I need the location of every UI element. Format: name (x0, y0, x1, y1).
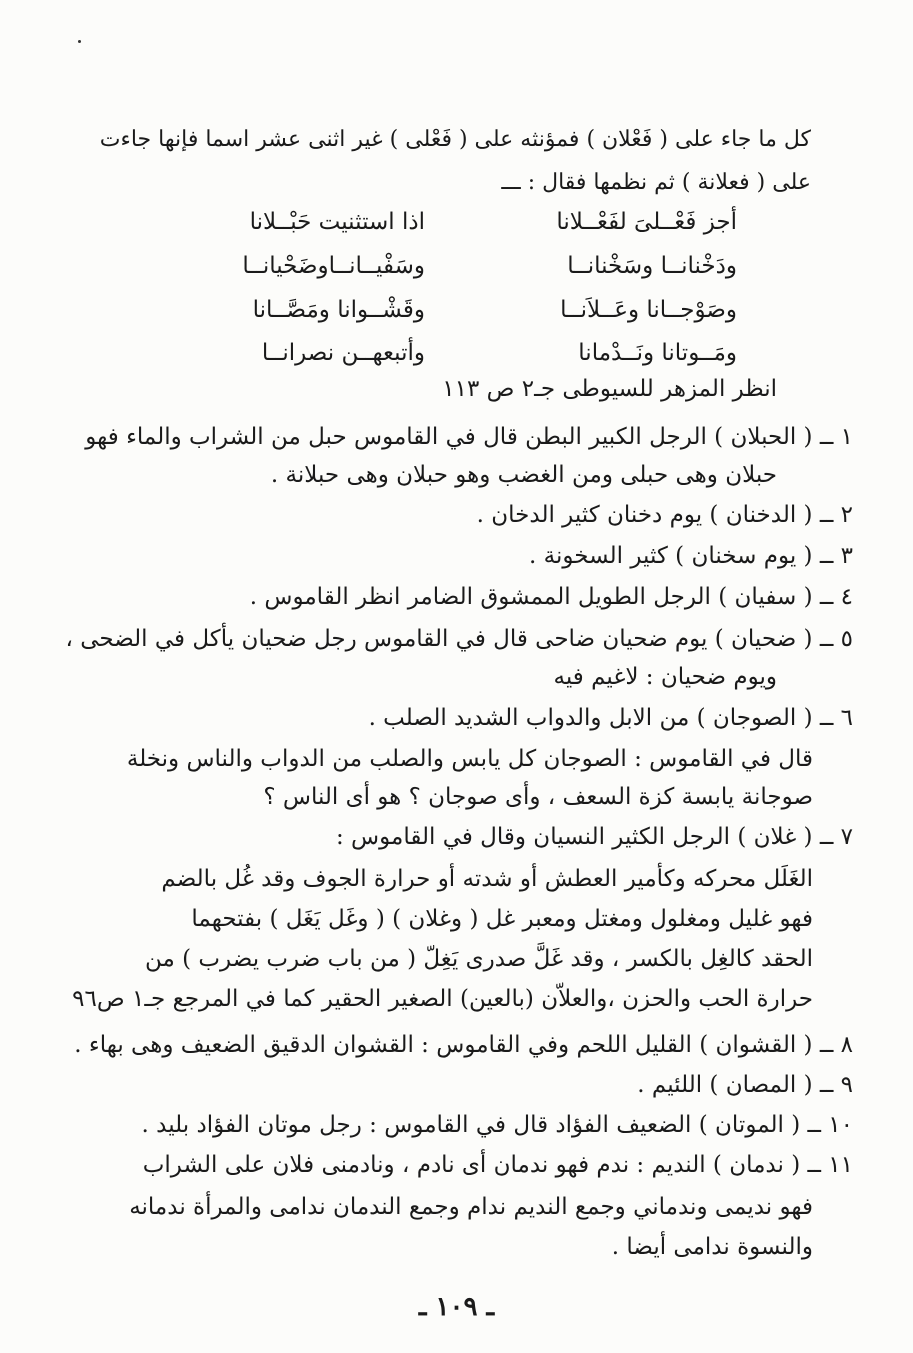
body-line-4: ٣ ــ ( يوم سخنان ) كثير السخونة . (529, 543, 853, 569)
body-line-12: الغَلَل محركه وكأمير العطش أو شدته أو حرارة الجوف وقد غُل بالضم (161, 866, 813, 892)
poem-verse-4-right: ومَــوتانا ونَــدْمانا (578, 340, 737, 366)
body-line-15: حرارة الحب والحزن ،والعلاّن (بالعين) الصغير الحقير كما في المرجع جـ١ ص٩٦ (72, 986, 813, 1012)
body-line-21: والنسوة ندامى أيضا . (611, 1234, 813, 1260)
body-line-9: قال في القاموس : الصوجان كل يابس والصلب من الدواب والناس ونخلة (126, 746, 813, 772)
poem-verse-1-right: أجز فَعْــلىَ لفَعْــلانا (556, 209, 737, 235)
body-line-13: فهو غليل ومغلول ومغتل ومعبر غل ( وغلان ) ( وغَل يَغَل ) بفتحهما (191, 906, 813, 932)
poem-verse-4-left: وأتبعهــن نصرانــا (261, 340, 425, 366)
body-line-8: ٦ ــ ( الصوجان ) من الابل والدواب الشديد الصلب . (368, 705, 853, 731)
intro-line-1: كل ما جاء على ( فَعْلان ) فمؤنثه على ( فَعْلى ) غير اثنى عشر اسما فإنها جاءت (99, 127, 811, 152)
poem-verse-3-right: وصَوْجــانا وعَــلاَنــا (560, 297, 737, 323)
body-line-7: ويوم ضحيان : لاغيم فيه (553, 664, 777, 690)
source-reference: انظر المزهر للسيوطى جـ٢ ص ١١٣ (442, 376, 777, 402)
body-line-14: الحقد كالغِل بالكسر ، وقد غَلَّ صدرى يَغِلّ ( من باب ضرب يضرب ) من (144, 946, 813, 972)
body-line-5: ٤ ــ ( سفيان ) الرجل الطويل الممشوق الضامر انظر القاموس . (249, 584, 853, 610)
body-line-1: ١ ــ ( الحبلان ) الرجل الكبير البطن قال في القاموس حبل من الشراب والماء فهو (85, 424, 853, 450)
poem-verse-2-left: وسَفْيــانــاوضَحْيانــا (242, 253, 425, 279)
body-line-18: ١٠ ــ ( الموتان ) الضعيف الفؤاد قال في القاموس : رجل موتان الفؤاد بليد . (141, 1112, 853, 1138)
poem-verse-1-left: اذا استثنيت حَبْــلانا (249, 209, 425, 235)
body-line-16: ٨ ــ ( القشوان ) القليل اللحم وفي القاموس : القشوان الدقيق الضعيف وهى بهاء . (74, 1032, 853, 1058)
body-line-19: ١١ ــ ( ندمان ) النديم : ندم فهو ندمان أى نادم ، ونادمنى فلان على الشراب (142, 1152, 853, 1178)
poem-verse-2-right: ودَخْنانــا وسَخْنانــا (567, 253, 737, 279)
page-number: ـ ١٠٩ ـ (418, 1292, 495, 1322)
body-line-2: حبلان وهى حبلى ومن الغضب وهو حبلان وهى حبلانة . (270, 462, 777, 488)
poem-verse-3-left: وقَشْــوانا ومَصَّــانا (252, 297, 425, 323)
body-line-6: ٥ ــ ( ضحيان ) يوم ضحيان ضاحى قال في القاموس رجل ضحيان يأكل في الضحى ، (65, 626, 853, 652)
body-line-10: صوجانة يابسة كزة السعف ، وأى صوجان ؟ هو أى الناس ؟ (263, 784, 813, 810)
intro-line-2: على ( فعلانة ) ثم نظمها فقال : ـــ (501, 170, 811, 195)
body-line-20: فهو نديمى وندماني وجمع النديم ندام وجمع الندمان ندامى والمرأة ندمانه (129, 1194, 813, 1220)
body-line-11: ٧ ــ ( غلان ) الرجل الكثير النسيان وقال في القاموس : (336, 824, 853, 850)
speck-mark (78, 40, 81, 43)
body-line-17: ٩ ــ ( المصان ) اللئيم . (637, 1072, 853, 1098)
body-line-3: ٢ ــ ( الدخنان ) يوم دخنان كثير الدخان . (476, 502, 853, 528)
